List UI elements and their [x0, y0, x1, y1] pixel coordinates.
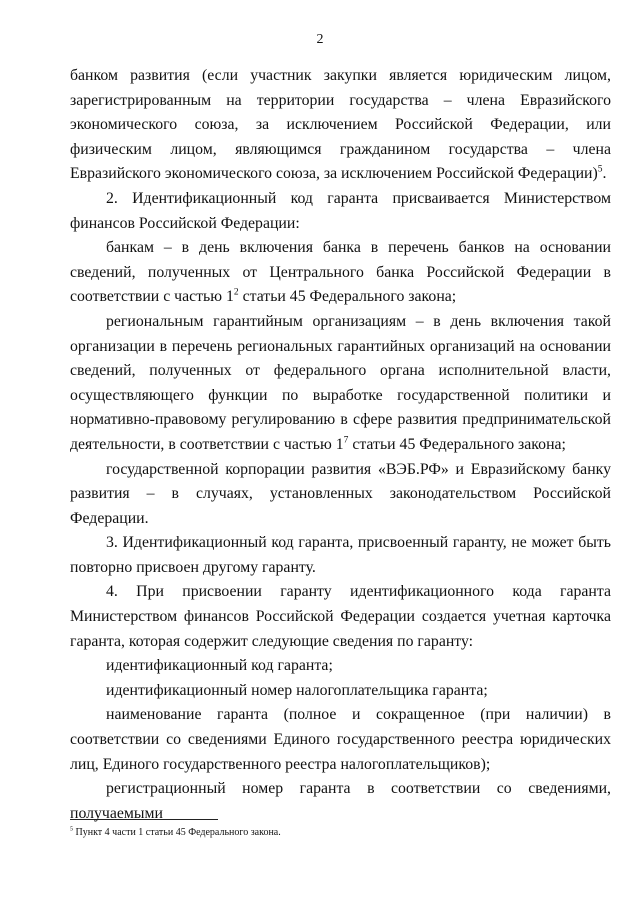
part-superscript: 2	[233, 288, 239, 299]
footnote-number: 5	[70, 826, 73, 833]
footnote-text: Пункт 4 части 1 статьи 45 Федерального закона.	[73, 827, 281, 838]
part-superscript: 7	[343, 435, 349, 446]
document-body	[70, 64, 611, 826]
list-item-guarantor-code: идентификационный код гаранта;	[106, 657, 333, 675]
paragraph-text: банкам – в день включения банка в перечень банков на основании сведений, полученных от Центрального банка Российской Федерации в соответствии с частью 1	[70, 239, 611, 306]
footnote-reference: 5	[597, 165, 603, 176]
paragraph-regional-organizations	[70, 310, 611, 458]
paragraph-banks	[70, 236, 611, 310]
paragraph-tail: статьи 45 Федерального закона;	[238, 288, 457, 306]
paragraph-continuation	[70, 64, 611, 187]
paragraph-item-3: 3. Идентификационный код гаранта, присвоенный гаранту, не может быть повторно присвоен другому гаранту.	[70, 534, 611, 576]
paragraph-item-4: 4. При присвоении гаранту идентификационного кода гаранта Министерством финансов Российской Федерации создается учетная карточка гаранта, которая содержит следующие сведения по гаранту:	[70, 583, 611, 650]
footnote	[70, 826, 610, 840]
list-item-guarantor-name: наименование гаранта (полное и сокращенное (при наличии) в соответствии со сведениями Единого государственного реестра юридических лиц, Единого государственного реестра налогоплательщиков);	[70, 706, 611, 773]
paragraph-tail: .	[602, 165, 607, 183]
paragraph-text: региональным гарантийным организациям – в день включения такой организации в перечень региональных гарантийных организаций на основании сведений, полученных от федерального органа исполнительной власти, осуществляющего функции по выработке государственной политики и нормативно-правовому регулированию в сфере развития предпринимательской деятельности, в соответствии с частью 1	[70, 312, 611, 453]
page-number: 2	[316, 32, 324, 47]
footnote-divider	[70, 819, 218, 820]
list-item-taxpayer-number: идентификационный номер налогоплательщика гаранта;	[106, 681, 488, 699]
paragraph-item-2: 2. Идентификационный код гаранта присваивается Министерством финансов Российской Федерации:	[70, 189, 611, 232]
paragraph-veb: государственной корпорации развития «ВЭБ.РФ» и Евразийскому банку развития – в случаях, установленных законодательством Российской Федерации.	[70, 460, 611, 527]
paragraph-text: банком развития (если участник закупки является юридическим лицом, зарегистрированным на территории государства – члена Евразийского экономического союза, за исключением Российской Федерации, или физическим лицом, являющимся гражданином государства – члена Евразийского экономического союза, за исключением Российской Федерации)	[70, 67, 611, 183]
paragraph-tail: статьи 45 Федерального закона;	[348, 435, 566, 453]
list-item-registration-number: регистрационный номер гаранта в соответствии со сведениями, получаемыми	[70, 780, 611, 822]
